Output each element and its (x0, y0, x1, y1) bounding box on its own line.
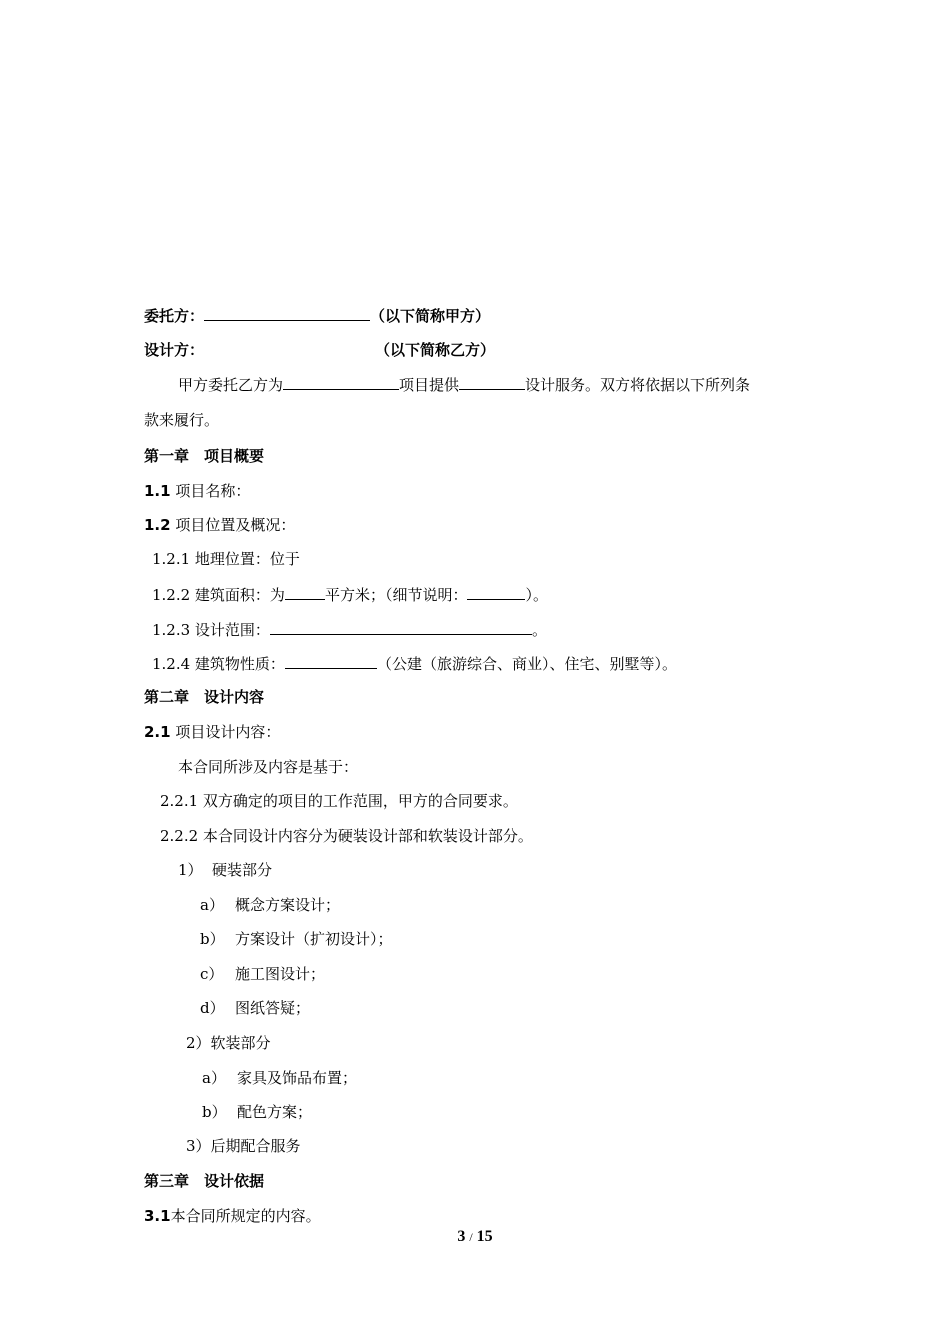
section-number: 2.1 (144, 723, 171, 741)
intro-text-2: 项目提供 (399, 376, 460, 394)
designer-suffix: （以下简称乙方） (375, 341, 496, 359)
section-number: 3.1 (144, 1207, 171, 1225)
soft-item-b: 配色方案； (237, 1103, 313, 1121)
item-1-2-4 (152, 653, 677, 674)
soft-item-a: 家具及饰品布置； (237, 1069, 358, 1087)
item-2-2-2: 2.2.2 本合同设计内容分为硬装设计部和软装设计部分。 (160, 827, 533, 845)
intro-line-2 (144, 410, 219, 430)
chapter-1-title: 第一章 项目概要 (144, 447, 265, 465)
scope-blank (270, 619, 532, 635)
project-blank (283, 374, 399, 390)
item-1-2-3 (152, 619, 547, 640)
item-1-2-1: 1.2.1 地理位置：位于 (152, 550, 300, 568)
intro-text-4: 款来履行。 (144, 411, 220, 429)
item-text: 1.2.3 设计范围： (152, 621, 270, 639)
nature-blank (285, 653, 377, 669)
current-page: 3 (457, 1228, 466, 1245)
designer-line (144, 340, 204, 360)
after-service-title: 3）后期配合服务 (186, 1137, 301, 1155)
item-text: （公建（旅游综合、商业）、住宅、别墅等）。 (376, 655, 677, 673)
item-text: 1.2.4 建筑物性质： (152, 655, 285, 673)
hard-section-mark: 1） (178, 861, 203, 879)
section-text: 项目设计内容： (170, 723, 281, 741)
item-text: ）。 (525, 586, 548, 604)
hard-item-d-mark: d） (200, 999, 225, 1017)
designer-label: 设计方： (144, 341, 205, 359)
hard-item-b-mark: b） (200, 930, 225, 948)
client-suffix: （以下简称甲方） (370, 307, 491, 325)
item-1-2-2 (152, 584, 548, 605)
client-label: 委托方： (144, 307, 205, 325)
section-3-1 (144, 1206, 321, 1226)
section-number: 1.1 (144, 482, 171, 500)
item-text: 。 (531, 621, 547, 639)
basis-line: 本合同所涉及内容是基于： (178, 758, 359, 776)
item-2-2-1: 2.2.1 双方确定的项目的工作范围，甲方的合同要求。 (160, 792, 518, 810)
total-pages: 15 (476, 1228, 493, 1245)
section-text: 项目位置及概况： (170, 516, 296, 534)
hard-item-a: 概念方案设计； (235, 896, 341, 914)
client-line (144, 305, 490, 326)
chapter-2-title: 第二章 设计内容 (144, 688, 265, 706)
section-2-1 (144, 722, 280, 742)
section-number: 1.2 (144, 516, 171, 534)
service-blank (459, 374, 525, 390)
page-number (0, 1228, 950, 1246)
intro-text-3: 设计服务。双方将依据以下所列条 (525, 376, 751, 394)
section-text: 本合同所规定的内容。 (170, 1207, 321, 1225)
intro-text-1: 甲方委托乙方为 (178, 376, 284, 394)
hard-item-a-mark: a） (200, 896, 224, 914)
hard-item-c: 施工图设计； (235, 965, 326, 983)
hard-item-d: 图纸答疑； (235, 999, 311, 1017)
area-blank (285, 584, 325, 600)
hard-item-c-mark: c） (200, 965, 224, 983)
soft-section-title: 2）软装部分 (186, 1034, 271, 1052)
soft-item-b-mark: b） (202, 1103, 227, 1121)
hard-item-b: 方案设计（扩初设计）； (235, 930, 393, 948)
intro-line (178, 374, 750, 395)
detail-blank (467, 584, 525, 600)
item-text: 1.2.2 建筑面积：为 (152, 586, 285, 604)
section-1-1 (144, 481, 250, 501)
section-1-2 (144, 515, 295, 535)
chapter-3-title: 第三章 设计依据 (144, 1172, 265, 1190)
item-text: 平方米；（细节说明： (324, 586, 468, 604)
client-blank (204, 305, 370, 321)
page-separator: / (469, 1230, 473, 1244)
section-text: 项目名称： (170, 482, 251, 500)
soft-item-a-mark: a） (202, 1069, 226, 1087)
hard-section-title: 硬装部分 (212, 861, 273, 879)
designer-suffix-line (375, 340, 495, 360)
